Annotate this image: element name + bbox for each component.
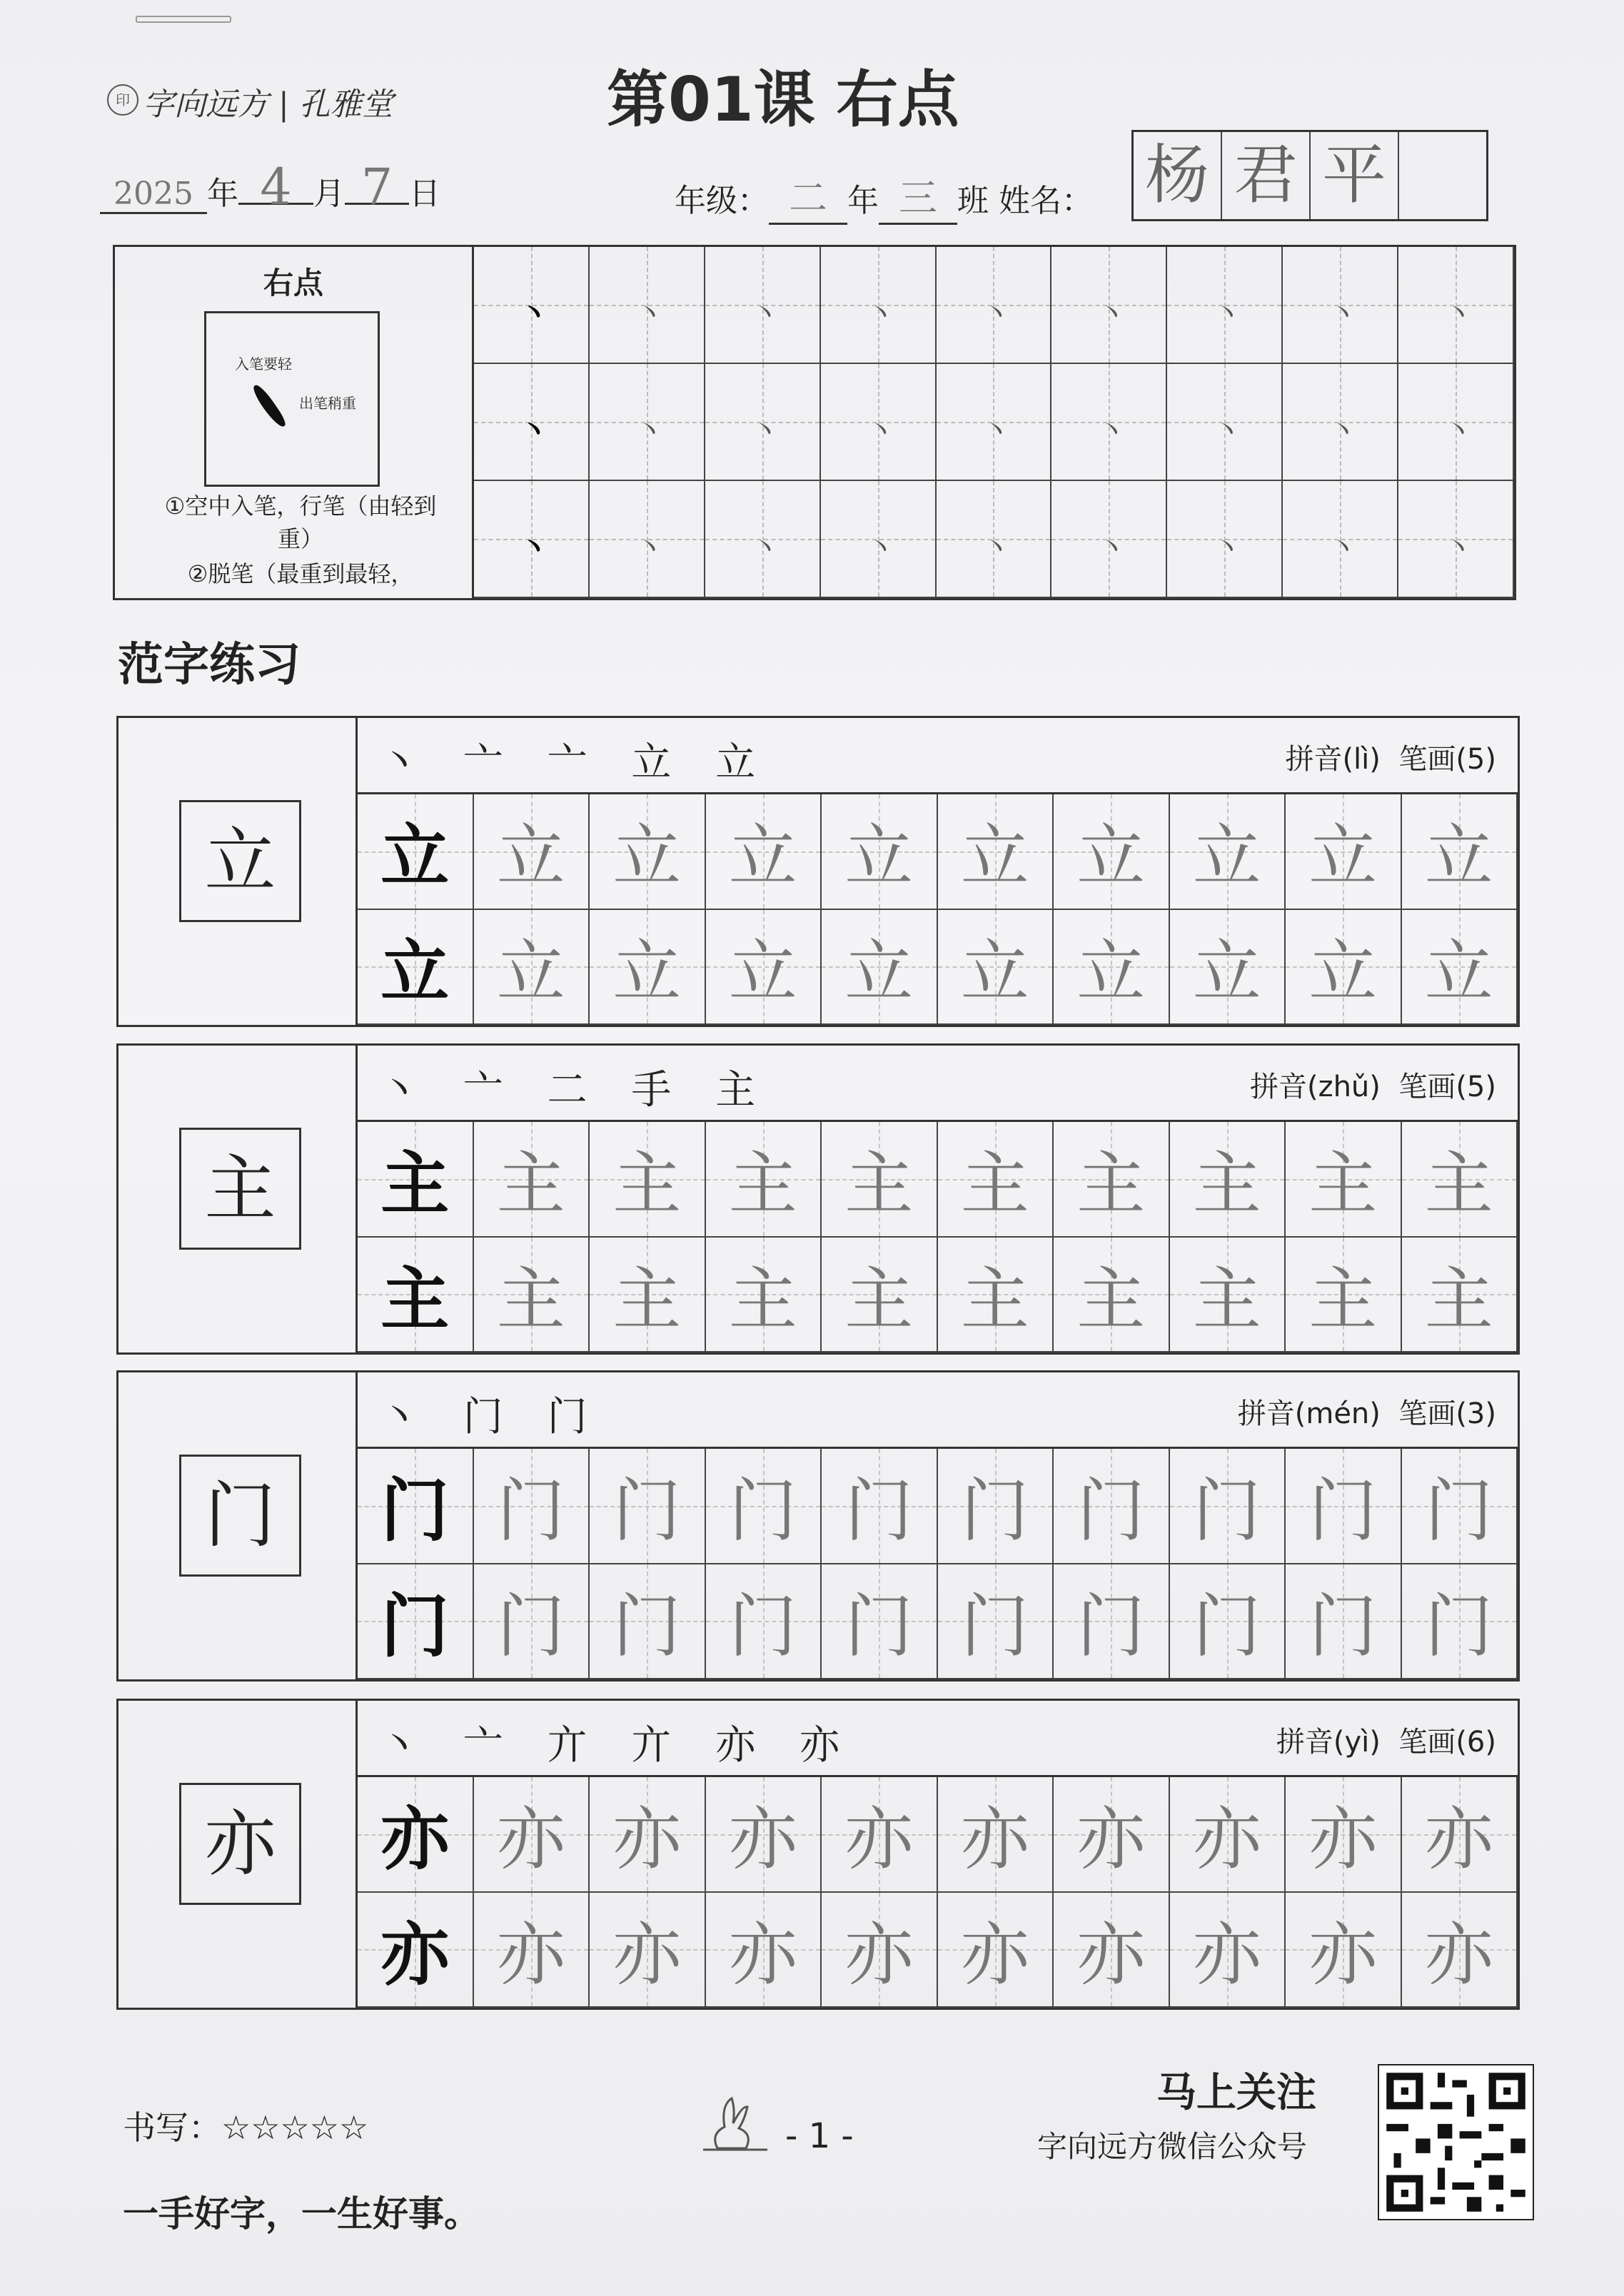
stroke-glyph: 丶 [866, 297, 895, 330]
practice-char-cell[interactable] [706, 1449, 822, 1564]
practice-char-cell[interactable] [1402, 1122, 1518, 1238]
stroke-count-label: 笔画(3) [1398, 1397, 1496, 1430]
stroke-tip-2: ②脱笔（最重到最轻， [187, 560, 414, 587]
practice-char: 门 [728, 1586, 797, 1667]
practice-char: 门 [380, 1471, 450, 1552]
stroke-glyph: 丶 [750, 531, 780, 565]
practice-char-cell[interactable] [590, 910, 706, 1026]
stroke-demo-box [204, 311, 380, 487]
stroke-glyph: 丶 [1444, 414, 1473, 447]
practice-char-cell[interactable] [822, 1777, 938, 1893]
practice-char-cell[interactable] [474, 1449, 590, 1564]
practice-char: 立 [1424, 931, 1493, 1012]
practice-char-cell[interactable] [1054, 1122, 1170, 1238]
pinyin-label: 拼音(zhǔ) [1249, 1071, 1381, 1103]
model-char-box: 主 [179, 1128, 301, 1250]
practice-char-cell[interactable] [474, 794, 590, 910]
stroke-glyph: 丶 [1097, 531, 1126, 565]
stroke-cell[interactable] [1283, 481, 1398, 598]
practice-char: 立 [728, 816, 797, 897]
practice-char: 主 [1192, 1144, 1261, 1225]
practice-char: 亦 [1308, 1914, 1378, 1995]
practice-char-cell[interactable] [822, 794, 938, 910]
practice-char-cell[interactable] [938, 794, 1054, 910]
practice-char: 门 [496, 1471, 565, 1552]
practice-char: 门 [1308, 1471, 1378, 1552]
stroke-glyph: 丶 [519, 531, 548, 565]
brand-logo: 字向远方 | 孔雅堂 [143, 86, 393, 123]
practice-char-cell[interactable] [938, 1122, 1054, 1238]
char-meta [1238, 1391, 1496, 1432]
model-char-cell[interactable] [358, 910, 474, 1026]
stroke-cell[interactable] [1398, 247, 1514, 364]
practice-char: 亦 [380, 1799, 450, 1880]
stroke-order: 丶 亠 亠 立 立 [379, 739, 772, 786]
name-char-box[interactable]: 平 [1311, 132, 1399, 219]
practice-char: 主 [960, 1144, 1029, 1225]
char-practice-grid [358, 794, 1518, 1025]
practice-char: 主 [728, 1259, 797, 1340]
stroke-practice-grid [474, 247, 1514, 598]
month-label: 月 [313, 176, 345, 212]
model-char-cell[interactable] [358, 1122, 474, 1238]
practice-char: 亦 [612, 1799, 682, 1880]
practice-char: 门 [496, 1586, 565, 1667]
stroke-glyph: 丶 [635, 297, 664, 330]
practice-char: 亦 [1192, 1914, 1261, 1995]
practice-char-cell[interactable] [1402, 910, 1518, 1026]
practice-char-cell[interactable] [706, 1777, 822, 1893]
practice-char: 主 [380, 1259, 450, 1340]
practice-char-cell[interactable] [1170, 910, 1286, 1026]
lesson-title: 第01课 右点 [607, 64, 959, 136]
stroke-glyph: 丶 [1444, 297, 1473, 330]
stroke-glyph: 丶 [866, 414, 895, 447]
stroke-cell[interactable] [590, 481, 705, 598]
practice-char-cell[interactable] [1170, 794, 1286, 910]
char-meta [1250, 1064, 1496, 1105]
practice-char-cell[interactable] [1054, 794, 1170, 910]
practice-char: 立 [612, 931, 682, 1012]
char-info-header [358, 718, 1518, 794]
practice-char-cell[interactable] [1170, 1777, 1286, 1893]
stroke-heading: 右点 [263, 265, 323, 300]
practice-char: 主 [844, 1144, 914, 1225]
practice-char-cell[interactable] [1054, 1893, 1170, 2008]
practice-char-cell[interactable] [1170, 1893, 1286, 2008]
stroke-note-start: 入笔要轻 [235, 355, 292, 373]
model-char-box: 亦 [179, 1783, 301, 1905]
model-char-box: 门 [179, 1455, 301, 1577]
stroke-glyph: 丶 [1444, 531, 1473, 565]
pinyin-label: 拼音(lì) [1285, 743, 1381, 776]
stroke-glyph: 丶 [635, 531, 664, 565]
name-char-box[interactable]: 君 [1222, 132, 1311, 219]
model-char-cell[interactable] [358, 1777, 474, 1893]
char-info-header [358, 1372, 1518, 1449]
practice-char-cell[interactable] [1054, 910, 1170, 1026]
practice-char: 主 [612, 1259, 682, 1340]
practice-char: 亦 [1424, 1799, 1493, 1880]
practice-char: 立 [380, 931, 450, 1012]
practice-char: 立 [728, 931, 797, 1012]
practice-char: 亦 [844, 1799, 914, 1880]
practice-char-cell[interactable] [1286, 1238, 1402, 1353]
practice-char: 立 [1076, 816, 1146, 897]
char-info-header [358, 1046, 1518, 1122]
model-char-cell[interactable] [358, 1893, 474, 2008]
practice-char-cell[interactable] [1054, 1564, 1170, 1680]
practice-char-cell[interactable] [1054, 1238, 1170, 1353]
practice-char-cell[interactable] [822, 910, 938, 1026]
stroke-cell[interactable] [705, 364, 821, 481]
model-char-cell[interactable] [358, 1238, 474, 1353]
practice-char-cell[interactable] [1170, 1564, 1286, 1680]
practice-char-cell[interactable] [706, 794, 822, 910]
practice-char: 门 [844, 1586, 914, 1667]
pinyin-label: 拼音(mén) [1237, 1397, 1381, 1430]
practice-char: 门 [1424, 1586, 1493, 1667]
practice-char: 主 [1192, 1259, 1261, 1340]
practice-char: 主 [380, 1144, 450, 1225]
char-practice-grid [358, 1449, 1518, 1679]
practice-char-cell[interactable] [474, 1777, 590, 1893]
char-practice-grid [358, 1122, 1518, 1352]
practice-char-cell[interactable] [1170, 1122, 1286, 1238]
practice-char-cell[interactable] [1286, 1777, 1402, 1893]
practice-char: 立 [1076, 931, 1146, 1012]
brand-seal-icon: 印 [107, 84, 138, 116]
practice-char: 门 [1192, 1471, 1261, 1552]
stroke-panel [113, 245, 1516, 600]
practice-char-cell[interactable] [1054, 1777, 1170, 1893]
stroke-cell[interactable] [937, 481, 1052, 598]
stroke-cell[interactable] [1167, 481, 1283, 598]
practice-char: 主 [612, 1144, 682, 1225]
practice-char-cell[interactable] [822, 1449, 938, 1564]
name-boxes [1131, 130, 1488, 221]
practice-char-cell[interactable] [938, 1564, 1054, 1680]
practice-char-cell[interactable] [938, 1238, 1054, 1353]
stroke-glyph: 丶 [982, 414, 1011, 447]
char-practice-grid [358, 1777, 1518, 2008]
practice-char: 立 [496, 816, 565, 897]
practice-char-cell[interactable] [1402, 794, 1518, 910]
practice-char-cell[interactable] [1286, 910, 1402, 1026]
practice-char: 亦 [1424, 1914, 1493, 1995]
practice-char: 立 [844, 931, 914, 1012]
stroke-glyph: 丶 [1213, 531, 1242, 565]
writing-rating[interactable]: 书写：☆☆☆☆☆ [123, 2108, 369, 2147]
practice-char-cell[interactable] [706, 1564, 822, 1680]
year-label: 年 [207, 176, 238, 212]
day-field[interactable]: 7 [345, 171, 409, 205]
practice-char: 立 [612, 816, 682, 897]
stroke-glyph: 丶 [1328, 414, 1358, 447]
stroke-cell[interactable] [474, 481, 590, 598]
char-practice-block [116, 716, 1520, 1027]
practice-char: 亦 [1192, 1799, 1261, 1880]
practice-char-cell[interactable] [938, 1893, 1054, 2008]
paper-clip-mark [136, 16, 231, 23]
stroke-glyph: 丶 [866, 531, 895, 565]
stroke-order: 丶 亠 二 手 主 [379, 1067, 772, 1113]
char-practice-block [116, 1699, 1520, 2010]
practice-char: 亦 [496, 1914, 565, 1995]
stroke-glyph: 丶 [1097, 414, 1126, 447]
practice-char: 亦 [1076, 1914, 1146, 1995]
practice-char-cell[interactable] [822, 1893, 938, 2008]
stroke-glyph: 丶 [1213, 297, 1242, 330]
stroke-cell[interactable] [821, 247, 937, 364]
stroke-cell[interactable] [1167, 247, 1283, 364]
stroke-glyph: 丶 [1328, 531, 1358, 565]
stroke-glyph: 丶 [519, 414, 548, 447]
practice-char: 亦 [1076, 1799, 1146, 1880]
stroke-cell[interactable] [1051, 247, 1167, 364]
practice-char-cell[interactable] [1286, 1564, 1402, 1680]
grade-unit: 年 [847, 183, 879, 219]
stroke-cell[interactable] [1167, 364, 1283, 481]
stroke-glyph: 丶 [750, 297, 780, 330]
practice-char: 门 [612, 1471, 682, 1552]
practice-char-cell[interactable] [938, 910, 1054, 1026]
stroke-count-label: 笔画(6) [1398, 1726, 1496, 1759]
practice-char: 门 [1192, 1586, 1261, 1667]
practice-char-cell[interactable] [590, 1893, 706, 2008]
practice-char-cell[interactable] [1170, 1238, 1286, 1353]
practice-char: 门 [380, 1586, 450, 1667]
practice-char: 主 [1424, 1144, 1493, 1225]
stroke-glyph: 丶 [1328, 297, 1358, 330]
practice-char: 主 [728, 1144, 797, 1225]
practice-char: 亦 [496, 1799, 565, 1880]
practice-char: 立 [960, 816, 1029, 897]
practice-char-cell[interactable] [590, 1449, 706, 1564]
class-field[interactable]: 三 [879, 168, 957, 225]
practice-char-cell[interactable] [1170, 1449, 1286, 1564]
practice-char-cell[interactable] [474, 910, 590, 1026]
stroke-glyph: 丶 [982, 297, 1011, 330]
class-line [675, 168, 1093, 225]
rabbit-icon [703, 2091, 767, 2155]
practice-char-cell[interactable] [822, 1238, 938, 1353]
char-practice-block [116, 1043, 1520, 1355]
practice-char: 门 [960, 1586, 1029, 1667]
practice-char: 主 [1424, 1259, 1493, 1340]
stroke-cell[interactable] [821, 364, 937, 481]
practice-char-cell[interactable] [1054, 1449, 1170, 1564]
practice-char-cell[interactable] [1402, 1893, 1518, 2008]
char-model-panel [118, 1046, 358, 1352]
practice-char: 亦 [1308, 1799, 1378, 1880]
stroke-cell[interactable] [1051, 364, 1167, 481]
practice-char-cell[interactable] [1286, 1122, 1402, 1238]
grade-field[interactable]: 二 [769, 168, 847, 225]
practice-char: 门 [1076, 1471, 1146, 1552]
stroke-order: 丶 亠 亣 亣 亦 亦 [379, 1722, 856, 1769]
stroke-glyph: 丶 [750, 414, 780, 447]
stroke-cell[interactable] [1398, 481, 1514, 598]
practice-char-cell[interactable] [590, 1564, 706, 1680]
name-char-box[interactable]: 杨 [1134, 132, 1222, 219]
model-char-box: 立 [179, 800, 301, 922]
char-model-panel [118, 1701, 358, 2008]
grade-label: 年级： [675, 183, 769, 219]
practice-char: 主 [1076, 1144, 1146, 1225]
char-meta [1276, 1719, 1496, 1760]
stroke-note-end: 出笔稍重 [299, 395, 356, 412]
practice-char: 立 [1308, 931, 1378, 1012]
practice-char-cell[interactable] [1286, 1449, 1402, 1564]
practice-char: 门 [612, 1586, 682, 1667]
practice-char-cell[interactable] [474, 1238, 590, 1353]
practice-char-cell[interactable] [590, 1238, 706, 1353]
practice-char-cell[interactable] [822, 1564, 938, 1680]
follow-subtitle: 字向远方微信公众号 [1037, 2129, 1308, 2164]
motto: 一手好字，一生好事。 [123, 2193, 480, 2235]
stroke-info [115, 247, 474, 598]
stroke-glyph: 丶 [982, 531, 1011, 565]
practice-char: 亦 [728, 1799, 797, 1880]
stroke-cell[interactable] [937, 247, 1052, 364]
practice-char: 门 [1308, 1586, 1378, 1667]
practice-char-cell[interactable] [474, 1564, 590, 1680]
practice-char: 立 [1192, 816, 1261, 897]
practice-char-cell[interactable] [706, 1893, 822, 2008]
day-label: 日 [409, 176, 440, 212]
practice-char: 亦 [960, 1799, 1029, 1880]
year-field[interactable]: 2025 [100, 176, 207, 214]
stroke-glyph: 丶 [1097, 297, 1126, 330]
practice-char-cell[interactable] [706, 1238, 822, 1353]
qr-code-icon[interactable] [1378, 2064, 1534, 2220]
stroke-cell[interactable] [705, 247, 821, 364]
practice-char-cell[interactable] [938, 1777, 1054, 1893]
stroke-cell[interactable] [474, 247, 590, 364]
stroke-dot-icon [250, 383, 288, 430]
section-title: 范字练习 [118, 639, 301, 692]
practice-char-cell[interactable] [474, 1122, 590, 1238]
practice-char: 立 [844, 816, 914, 897]
practice-char-cell[interactable] [1402, 1564, 1518, 1680]
practice-char: 亦 [380, 1914, 450, 1995]
stroke-glyph: 丶 [635, 414, 664, 447]
stroke-cell[interactable] [937, 364, 1052, 481]
model-char-cell[interactable] [358, 1564, 474, 1680]
practice-char: 主 [496, 1259, 565, 1340]
model-char-cell[interactable] [358, 1449, 474, 1564]
stroke-cell[interactable] [1283, 247, 1398, 364]
stroke-cell[interactable] [474, 364, 590, 481]
practice-char: 门 [728, 1471, 797, 1552]
char-meta [1285, 737, 1496, 777]
stroke-count-label: 笔画(5) [1398, 1071, 1496, 1103]
practice-char: 亦 [960, 1914, 1029, 1995]
practice-char-cell[interactable] [706, 910, 822, 1026]
practice-char: 立 [380, 816, 450, 897]
stroke-glyph: 丶 [1213, 414, 1242, 447]
practice-char-cell[interactable] [822, 1122, 938, 1238]
practice-char: 主 [844, 1259, 914, 1340]
char-model-panel [118, 1372, 358, 1679]
stroke-glyph: 丶 [519, 297, 548, 330]
pinyin-label: 拼音(yì) [1276, 1726, 1381, 1759]
follow-title: 马上关注 [1156, 2070, 1316, 2116]
practice-char-cell[interactable] [706, 1122, 822, 1238]
char-info-header [358, 1701, 1518, 1777]
practice-char: 主 [960, 1259, 1029, 1340]
practice-char: 立 [1192, 931, 1261, 1012]
practice-char: 亦 [728, 1914, 797, 1995]
month-field[interactable]: 4 [238, 171, 313, 205]
practice-char: 主 [1076, 1259, 1146, 1340]
practice-char: 亦 [844, 1914, 914, 1995]
practice-char: 主 [1308, 1259, 1378, 1340]
practice-char: 立 [960, 931, 1029, 1012]
stroke-order: 丶 门 门 [379, 1394, 603, 1440]
stroke-cell[interactable] [1283, 364, 1398, 481]
model-char-cell[interactable] [358, 794, 474, 910]
name-char-box[interactable] [1399, 132, 1486, 219]
class-name-label: 班 姓名： [957, 183, 1093, 219]
stroke-cell[interactable] [590, 364, 705, 481]
stroke-tip-1: ①空中入笔，行笔（由轻到重） [164, 492, 437, 552]
practice-char: 亦 [612, 1914, 682, 1995]
practice-char: 主 [1308, 1144, 1378, 1225]
practice-char: 门 [960, 1471, 1029, 1552]
practice-char-cell[interactable] [1286, 1893, 1402, 2008]
practice-char-cell[interactable] [938, 1449, 1054, 1564]
practice-char-cell[interactable] [1286, 794, 1402, 910]
stroke-cell[interactable] [590, 247, 705, 364]
practice-char: 门 [1076, 1586, 1146, 1667]
char-practice-block [116, 1370, 1520, 1681]
char-model-panel [118, 718, 358, 1025]
page-number: - 1 - [785, 2116, 854, 2156]
practice-char: 立 [1308, 816, 1378, 897]
practice-char: 门 [844, 1471, 914, 1552]
practice-char-cell[interactable] [1402, 1238, 1518, 1353]
practice-char-cell[interactable] [590, 794, 706, 910]
practice-char: 立 [496, 931, 565, 1012]
stroke-cell[interactable] [705, 481, 821, 598]
stroke-cell[interactable] [821, 481, 937, 598]
practice-char-cell[interactable] [590, 1122, 706, 1238]
stroke-cell[interactable] [1051, 481, 1167, 598]
practice-char-cell[interactable] [1402, 1449, 1518, 1564]
stroke-count-label: 笔画(5) [1398, 743, 1496, 776]
practice-char: 门 [1424, 1471, 1493, 1552]
practice-char-cell[interactable] [474, 1893, 590, 2008]
practice-char: 立 [1424, 816, 1493, 897]
stroke-cell[interactable] [1398, 364, 1514, 481]
practice-char-cell[interactable] [590, 1777, 706, 1893]
practice-char: 主 [496, 1144, 565, 1225]
date-line [100, 158, 440, 216]
practice-char-cell[interactable] [1402, 1777, 1518, 1893]
